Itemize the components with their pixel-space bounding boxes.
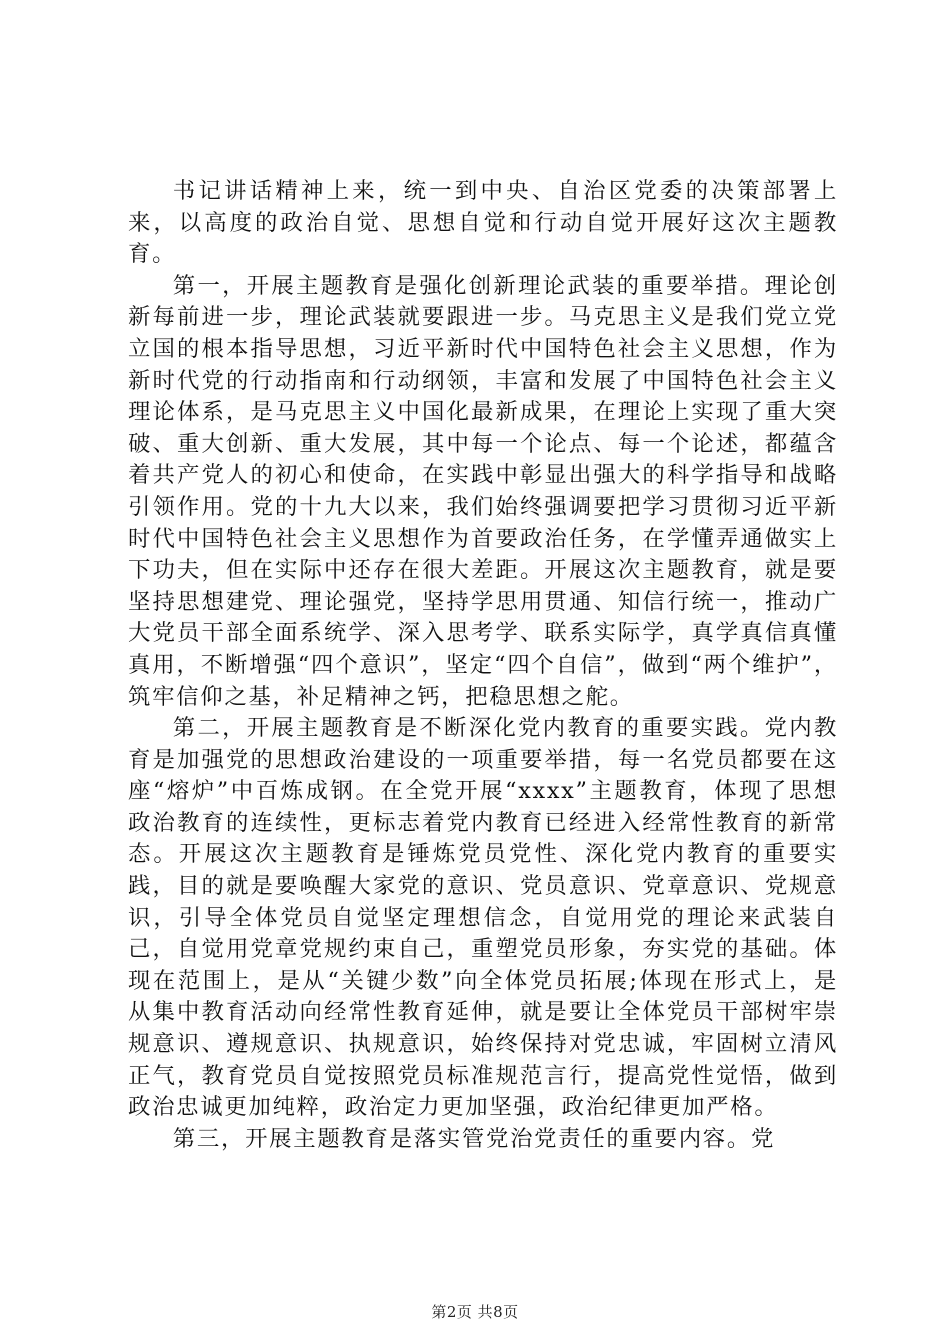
page-number-footer: 第2页 共8页 [431, 1303, 519, 1321]
paragraph-second-point: 第二，开展主题教育是不断深化党内教育的重要实践。党内教育是加强党的思想政治建设的一项重要举措，每一名党员都要在这座“熔炉”中百炼成钢。在全党开展“xxxx”主题教育，体现了思想政治教育的连续性，更标志着党内教育已经进入经常性教育的新常态。开展这次主题教育是锤炼党员党性、深化党内教育的重要实践，目的就是要唤醒大家党的意识、党员意识、党章意识、党规意识，引导全体党员自觉坚定理想信念，自觉用党的理论来武装自己，自觉用党章党规约束自己，重塑党员形象，夯实党的基础。体现在范围上，是从“关键少数”向全体党员拓展;体现在形式上，是从集中教育活动向经常性教育延伸，就是要让全体党员干部树牢崇规意识、遵规意识、执规意识，始终保持对党忠诚，牢固树立清风正气，教育党员自觉按照党员标准规范言行，提高党性觉悟，做到政治忠诚更加纯粹，政治定力更加坚强，政治纪律更加严格。 [128, 715, 838, 1121]
paragraph-first-point: 第一，开展主题教育是强化创新理论武装的重要举措。理论创新每前进一步，理论武装就要跟进一步。马克思主义是我们党立党立国的根本指导思想，习近平新时代中国特色社会主义思想，作为新时代党的行动指南和行动纲领，丰富和发展了中国特色社会主义理论体系，是马克思主义中国化最新成果，在理论上实现了重大突破、重大创新、重大发展，其中每一个论点、每一个论述，都蕴含着共产党人的初心和使命，在实践中彰显出强大的科学指导和战略引领作用。党的十九大以来，我们始终强调要把学习贯彻习近平新时代中国特色社会主义思想作为首要政治任务，在学懂弄通做实上下功夫，但在实际中还存在很大差距。开展这次主题教育，就是要坚持思想建党、理论强党，坚持学思用贯通、知信行统一，推动广大党员干部全面系统学、深入思考学、联系实际学，真学真信真懂真用，不断增强“四个意识”，坚定“四个自信”，做到“两个维护”，筑牢信仰之基，补足精神之钙，把稳思想之舵。 [128, 272, 838, 710]
document-body [128, 176, 838, 1155]
paragraph-continuation: 书记讲话精神上来，统一到中央、自治区党委的决策部署上来，以高度的政治自觉、思想自觉和行动自觉开展好这次主题教育。 [128, 178, 838, 268]
paragraph-third-point: 第三，开展主题教育是落实管党治党责任的重要内容。党 [172, 1125, 776, 1152]
